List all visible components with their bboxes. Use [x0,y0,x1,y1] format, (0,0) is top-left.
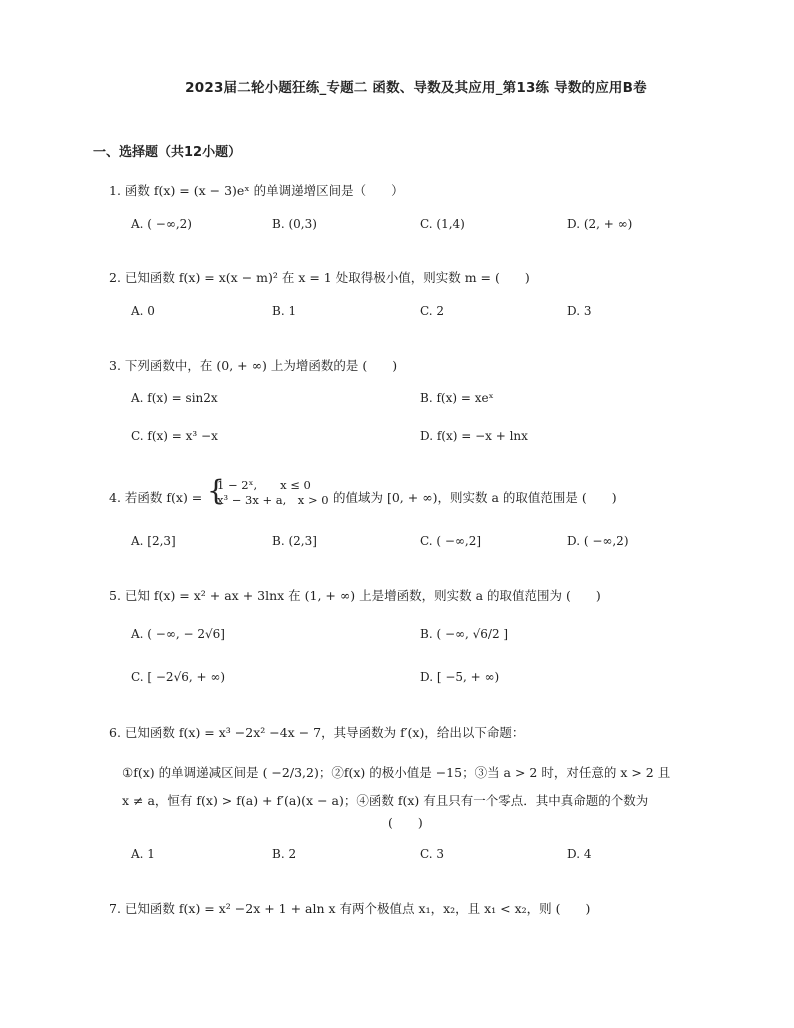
option-c: C. 3 [420,847,445,861]
section-heading: 一、选择题（共12小题） [93,145,242,160]
option-a: A. ( −∞,2) [131,217,192,231]
question-6-statement-line-2: x ≠ a，恒有 f(x) > f(a) + f′(a)(x − a)；④函数 f(x) 有且只有一个零点．其中真命题的个数为 [122,793,649,808]
option-b: B. (2,3] [272,534,317,548]
question-text: 已知函数 f(x) = x³ −2x² −4x − 7，其导函数为 f′(x)，给出以下命题： [124,725,525,740]
option-c: C. ( −∞,2] [420,534,482,548]
option-c: C. (1,4) [420,217,465,231]
option-a: A. ( −∞, − 2√6] [131,627,225,641]
question-number: 7. [109,901,121,916]
option-c: C. 2 [420,304,445,318]
question-number: 5. [109,588,121,603]
question-text: 已知函数 f(x) = x² −2x + 1 + aln x 有两个极值点 x₁，x₂，且 x₁ < x₂，则 ( ) [124,901,591,916]
question-number: 3. [109,358,121,373]
option-a: A. [2,3] [131,534,176,548]
question-number: 1. [109,183,121,198]
question-number: 6. [109,725,121,740]
question-text: 已知 f(x) = x² + ax + 3lnx 在 (1, + ∞) 上是增函数，则实数 a 的取值范围为 ( ) [124,588,601,603]
option-d: D. ( −∞,2) [567,534,629,548]
question-text: 函数 f(x) = (x − 3)eˣ 的单调递增区间是（ ） [124,183,404,198]
question-text: 已知函数 f(x) = x(x − m)² 在 x = 1 处取得极小值，则实数 m = ( ) [124,270,530,285]
option-d: D. f(x) = −x + lnx [420,429,528,443]
question-7 [109,899,590,917]
option-b: B. f(x) = xeˣ [420,391,494,405]
piecewise-case-2: x³ − 3x + a, x > 0 [217,493,329,507]
option-d: D. (2, + ∞) [567,217,633,231]
option-b: B. ( −∞, √6/2 ] [420,627,509,641]
option-b: B. 1 [272,304,297,318]
question-number: 4. [109,490,121,505]
question-2 [109,268,530,286]
option-a: A. 1 [131,847,155,861]
answer-parentheses: ( ) [388,815,423,830]
option-a: A. 0 [131,304,155,318]
question-4-lead [109,488,202,506]
piecewise-brace: { [207,474,225,507]
option-d: D. 4 [567,847,592,861]
option-d: D. 3 [567,304,592,318]
question-5 [109,586,601,604]
option-b: B. 2 [272,847,297,861]
question-text-pre: 若函数 f(x) = [124,490,203,505]
option-a: A. f(x) = sin2x [131,391,218,405]
question-1 [109,181,404,199]
option-d: D. [ −5, + ∞) [420,670,500,684]
piecewise-cases [217,478,329,508]
question-text: 下列函数中，在 (0, + ∞) 上为增函数的是 ( ) [124,358,398,373]
option-c: C. [ −2√6, + ∞) [131,670,226,684]
piecewise-case-1: 1 − 2ˣ, x ≤ 0 [217,478,311,492]
question-3 [109,356,397,374]
question-number: 2. [109,270,121,285]
question-6-statement-line-1: ①f(x) 的单调递减区间是 ( −2/3,2)；②f(x) 的极小值是 −15；③当 a > 2 时，对任意的 x > 2 且 [122,765,671,780]
question-4-tail: 的值域为 [0, + ∞)，则实数 a 的取值范围是 ( ) [333,490,617,505]
option-c: C. f(x) = x³ −x [131,429,218,443]
document-title: 2023届二轮小题狂练_专题二 函数、导数及其应用_第13练 导数的应用B卷 [185,80,647,96]
question-6 [109,723,524,741]
option-b: B. (0,3) [272,217,317,231]
